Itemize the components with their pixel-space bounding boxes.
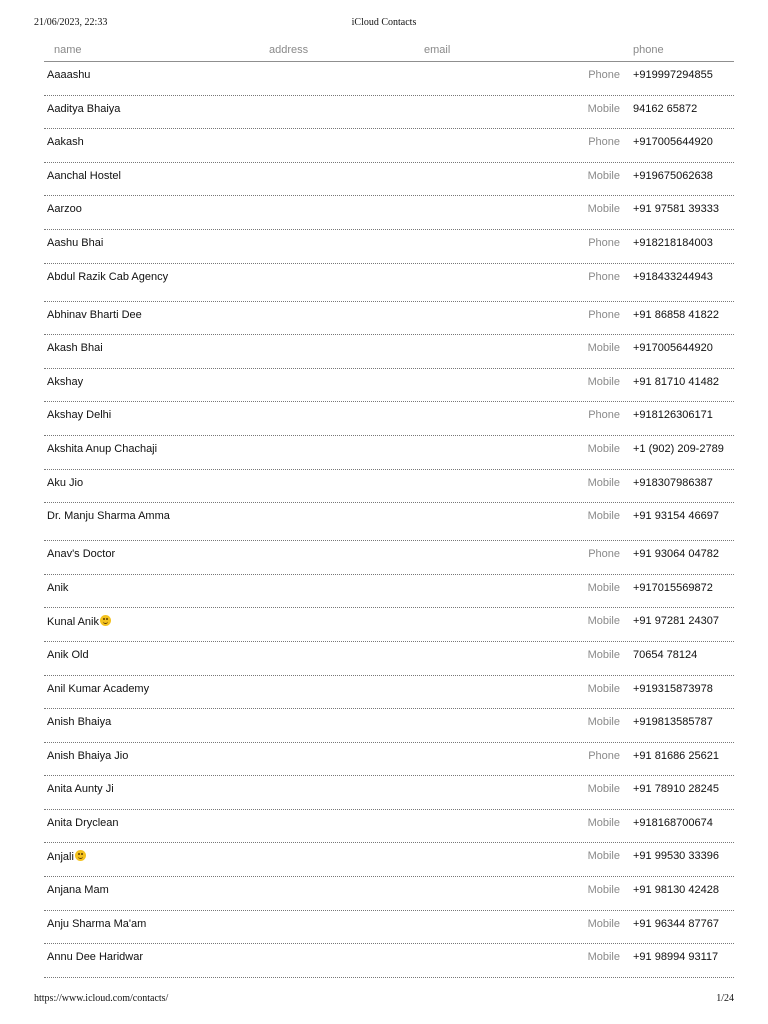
contact-name	[47, 409, 182, 422]
phone-type-label: Phone	[588, 270, 620, 283]
table-row	[44, 503, 734, 541]
print-title: iCloud Contacts	[351, 17, 417, 28]
contact-name-text: Aku Jio	[47, 476, 84, 489]
contact-name-text: Abhinav Bharti Dee	[47, 308, 142, 321]
phone-type-label: Mobile	[587, 342, 620, 355]
phone-number: +91 81710 41482	[633, 375, 719, 388]
contact-name-text: Anil Kumar Academy	[47, 682, 150, 695]
phone-type-label: Mobile	[587, 102, 620, 115]
contact-name	[47, 203, 182, 216]
smile-emoji-icon	[75, 850, 86, 861]
contact-name-text: Kunal Anik	[47, 616, 99, 629]
table-body	[44, 62, 734, 978]
contact-name-text: Aaditya Bhaiya	[47, 102, 121, 115]
contact-name-text: Anita Dryclean	[47, 816, 119, 829]
phone-type-label: Mobile	[587, 476, 620, 489]
contact-name-text: Anish Bhaiya	[47, 716, 112, 729]
phone-number: +91 81686 25621	[633, 749, 719, 762]
column-header-name: name	[54, 44, 82, 56]
contact-name-text: Aakash	[47, 136, 84, 149]
contact-name	[47, 951, 182, 964]
table-row	[44, 96, 734, 130]
contact-name	[47, 750, 182, 763]
table-row	[44, 129, 734, 163]
contact-name	[47, 103, 182, 116]
table-row	[44, 62, 734, 96]
phone-number: +919675062638	[633, 169, 713, 182]
table-header	[44, 40, 734, 62]
table-row	[44, 810, 734, 844]
phone-type-label: Phone	[588, 409, 620, 422]
contact-name-text: Anish Bhaiya Jio	[47, 749, 129, 762]
phone-type-label: Phone	[588, 136, 620, 149]
phone-type-label: Mobile	[587, 783, 620, 796]
phone-number: +917015569872	[633, 581, 713, 594]
contact-name-text: Anav's Doctor	[47, 548, 116, 561]
phone-number: +918126306171	[633, 409, 713, 422]
table-row	[44, 302, 734, 336]
contact-name-text: Akshay Delhi	[47, 409, 112, 422]
phone-number: +919315873978	[633, 682, 713, 695]
table-row	[44, 944, 734, 978]
contact-name	[47, 170, 182, 183]
phone-number: +919997294855	[633, 69, 713, 81]
phone-number: +918307986387	[633, 476, 713, 489]
phone-type-label: Mobile	[587, 442, 620, 455]
contact-name	[47, 342, 182, 355]
table-row	[44, 402, 734, 436]
phone-number: +917005644920	[633, 136, 713, 149]
contact-name	[47, 783, 182, 796]
table-row	[44, 196, 734, 230]
phone-type-label: Phone	[588, 749, 620, 762]
phone-number: +1 (902) 209-2789	[633, 442, 724, 455]
phone-number: +91 96344 87767	[633, 917, 719, 930]
phone-number: +91 98994 93117	[633, 951, 719, 964]
phone-number: +91 86858 41822	[633, 308, 719, 321]
contact-name	[47, 683, 182, 696]
contact-name	[47, 136, 182, 149]
contact-name	[47, 69, 182, 82]
phone-type-label: Mobile	[587, 375, 620, 388]
phone-type-label: Mobile	[587, 951, 620, 964]
phone-number: +91 93064 04782	[633, 548, 719, 561]
phone-type-label: Mobile	[587, 884, 620, 897]
print-url: https://www.icloud.com/contacts/	[34, 993, 169, 1004]
contact-name-text: Aaaashu	[47, 69, 91, 81]
phone-type-label: Mobile	[587, 850, 620, 863]
contact-name-text: Akash Bhai	[47, 342, 103, 355]
table-row	[44, 541, 734, 575]
contact-name-text: Akshita Anup Chachaji	[47, 442, 158, 455]
contact-name-text: Anjali	[47, 851, 74, 864]
phone-type-label: Mobile	[587, 581, 620, 594]
table-row	[44, 264, 734, 302]
print-footer	[34, 993, 734, 1007]
contact-name	[47, 918, 182, 931]
table-row	[44, 575, 734, 609]
phone-type-label: Phone	[588, 69, 620, 81]
contact-name	[47, 237, 182, 250]
contact-name-text: Anik Old	[47, 648, 89, 661]
phone-type-label: Phone	[588, 308, 620, 321]
contact-name	[47, 850, 182, 864]
phone-number: +918218184003	[633, 236, 713, 249]
table-row	[44, 743, 734, 777]
contact-name-text: Anju Sharma Ma'am	[47, 917, 147, 930]
table-row	[44, 369, 734, 403]
contact-name-text: Anjana Mam	[47, 884, 109, 897]
contact-name	[47, 817, 182, 830]
table-row	[44, 436, 734, 470]
table-row	[44, 676, 734, 710]
phone-type-label: Mobile	[587, 816, 620, 829]
table-row	[44, 877, 734, 911]
print-header	[34, 17, 734, 31]
phone-number: +91 93154 46697	[633, 510, 719, 523]
phone-type-label: Mobile	[587, 615, 620, 628]
contact-name	[47, 477, 182, 490]
phone-number: +918168700674	[633, 816, 713, 829]
phone-number: +91 78910 28245	[633, 783, 719, 796]
phone-number: 94162 65872	[633, 102, 698, 115]
phone-number: +919813585787	[633, 716, 713, 729]
contact-name	[47, 376, 182, 389]
phone-type-label: Mobile	[587, 716, 620, 729]
column-header-address: address	[269, 44, 309, 56]
table-row	[44, 335, 734, 369]
phone-number: +91 97581 39333	[633, 203, 719, 216]
table-row	[44, 230, 734, 264]
table-row	[44, 163, 734, 197]
column-header-phone: phone	[633, 44, 664, 56]
contact-name	[47, 271, 182, 284]
contact-name	[47, 510, 182, 523]
contact-name-text: Anita Aunty Ji	[47, 783, 114, 796]
phone-type-label: Mobile	[587, 510, 620, 523]
phone-type-label: Mobile	[587, 203, 620, 216]
contact-name	[47, 716, 182, 729]
table-row	[44, 776, 734, 810]
phone-number: 70654 78124	[633, 648, 698, 661]
phone-type-label: Mobile	[587, 917, 620, 930]
contact-name	[47, 548, 182, 561]
contact-name-text: Annu Dee Haridwar	[47, 951, 143, 964]
contact-name-text: Aashu Bhai	[47, 236, 104, 249]
table-row	[44, 470, 734, 504]
table-row	[44, 911, 734, 945]
contact-name	[47, 884, 182, 897]
column-header-email: email	[424, 44, 451, 56]
contact-name	[47, 649, 182, 662]
contact-name	[47, 615, 182, 629]
contact-name-text: Akshay	[47, 375, 84, 388]
phone-number: +917005644920	[633, 342, 713, 355]
contact-name-text: Abdul Razik Cab Agency	[47, 270, 169, 283]
phone-type-label: Phone	[588, 548, 620, 561]
contact-name	[47, 309, 182, 322]
phone-type-label: Mobile	[587, 648, 620, 661]
contact-name	[47, 443, 182, 456]
phone-number: +91 98130 42428	[633, 884, 719, 897]
phone-number: +91 99530 33396	[633, 850, 719, 863]
contact-name	[47, 582, 182, 595]
phone-type-label: Mobile	[587, 169, 620, 182]
print-page-number: 1/24	[716, 993, 734, 1004]
phone-type-label: Phone	[588, 236, 620, 249]
phone-number: +918433244943	[633, 270, 713, 283]
contacts-table	[44, 40, 734, 978]
table-row	[44, 642, 734, 676]
contact-name-text: Dr. Manju Sharma Amma	[47, 510, 170, 523]
contact-name-text: Anik	[47, 581, 69, 594]
smile-emoji-icon	[100, 615, 111, 626]
phone-number: +91 97281 24307	[633, 615, 719, 628]
table-row	[44, 709, 734, 743]
phone-type-label: Mobile	[587, 682, 620, 695]
print-datetime: 21/06/2023, 22:33	[34, 17, 108, 28]
table-row	[44, 843, 734, 877]
contact-name-text: Aanchal Hostel	[47, 169, 121, 182]
contact-name-text: Aarzoo	[47, 203, 82, 216]
table-row	[44, 608, 734, 642]
